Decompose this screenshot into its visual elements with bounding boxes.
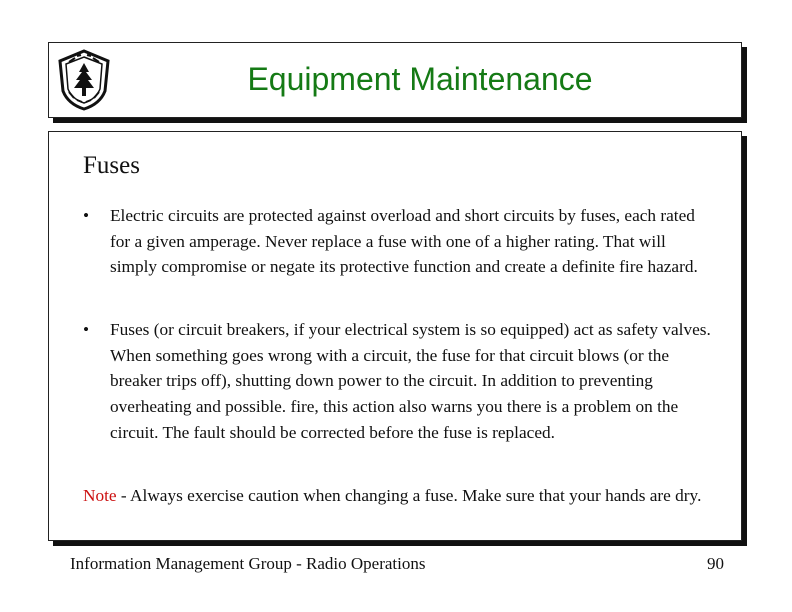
note-paragraph (83, 483, 740, 509)
bullet-text: Fuses (or circuit breakers, if your electrical system is so equipped) act as safety valves. When something goes wrong with a circuit, the fuse for that circuit blows (or the breaker trips off), shutting down power to the circuit. In addition to preventing overheating and possible. fire, this action also warns you there is a problem on the circuit. The fault should be corrected before the fuse is replaced. (110, 320, 711, 442)
note-label: Note (83, 486, 117, 505)
bullet-item (83, 203, 713, 280)
title-box (48, 42, 742, 118)
content-box (48, 131, 742, 541)
bullet-marker: • (83, 206, 90, 225)
bullet-text: Electric circuits are protected against overload and short circuits by fuses, each rated for a given amperage. Never replace a fuse with one of a higher rating. That will simply compromise or negate its protective function and create a definite fire hazard. (110, 206, 698, 277)
section-subtitle: Fuses (83, 152, 140, 179)
page-title: Equipment Maintenance (247, 61, 593, 97)
bullet-item (83, 317, 713, 446)
footer-text: Information Management Group - Radio Operations (70, 554, 426, 573)
page-number: 90 (707, 554, 724, 573)
bullet-marker: • (83, 320, 90, 339)
forest-service-shield-icon (57, 49, 111, 111)
note-text: - Always exercise caution when changing a fuse. Make sure that your hands are dry. (116, 486, 702, 505)
